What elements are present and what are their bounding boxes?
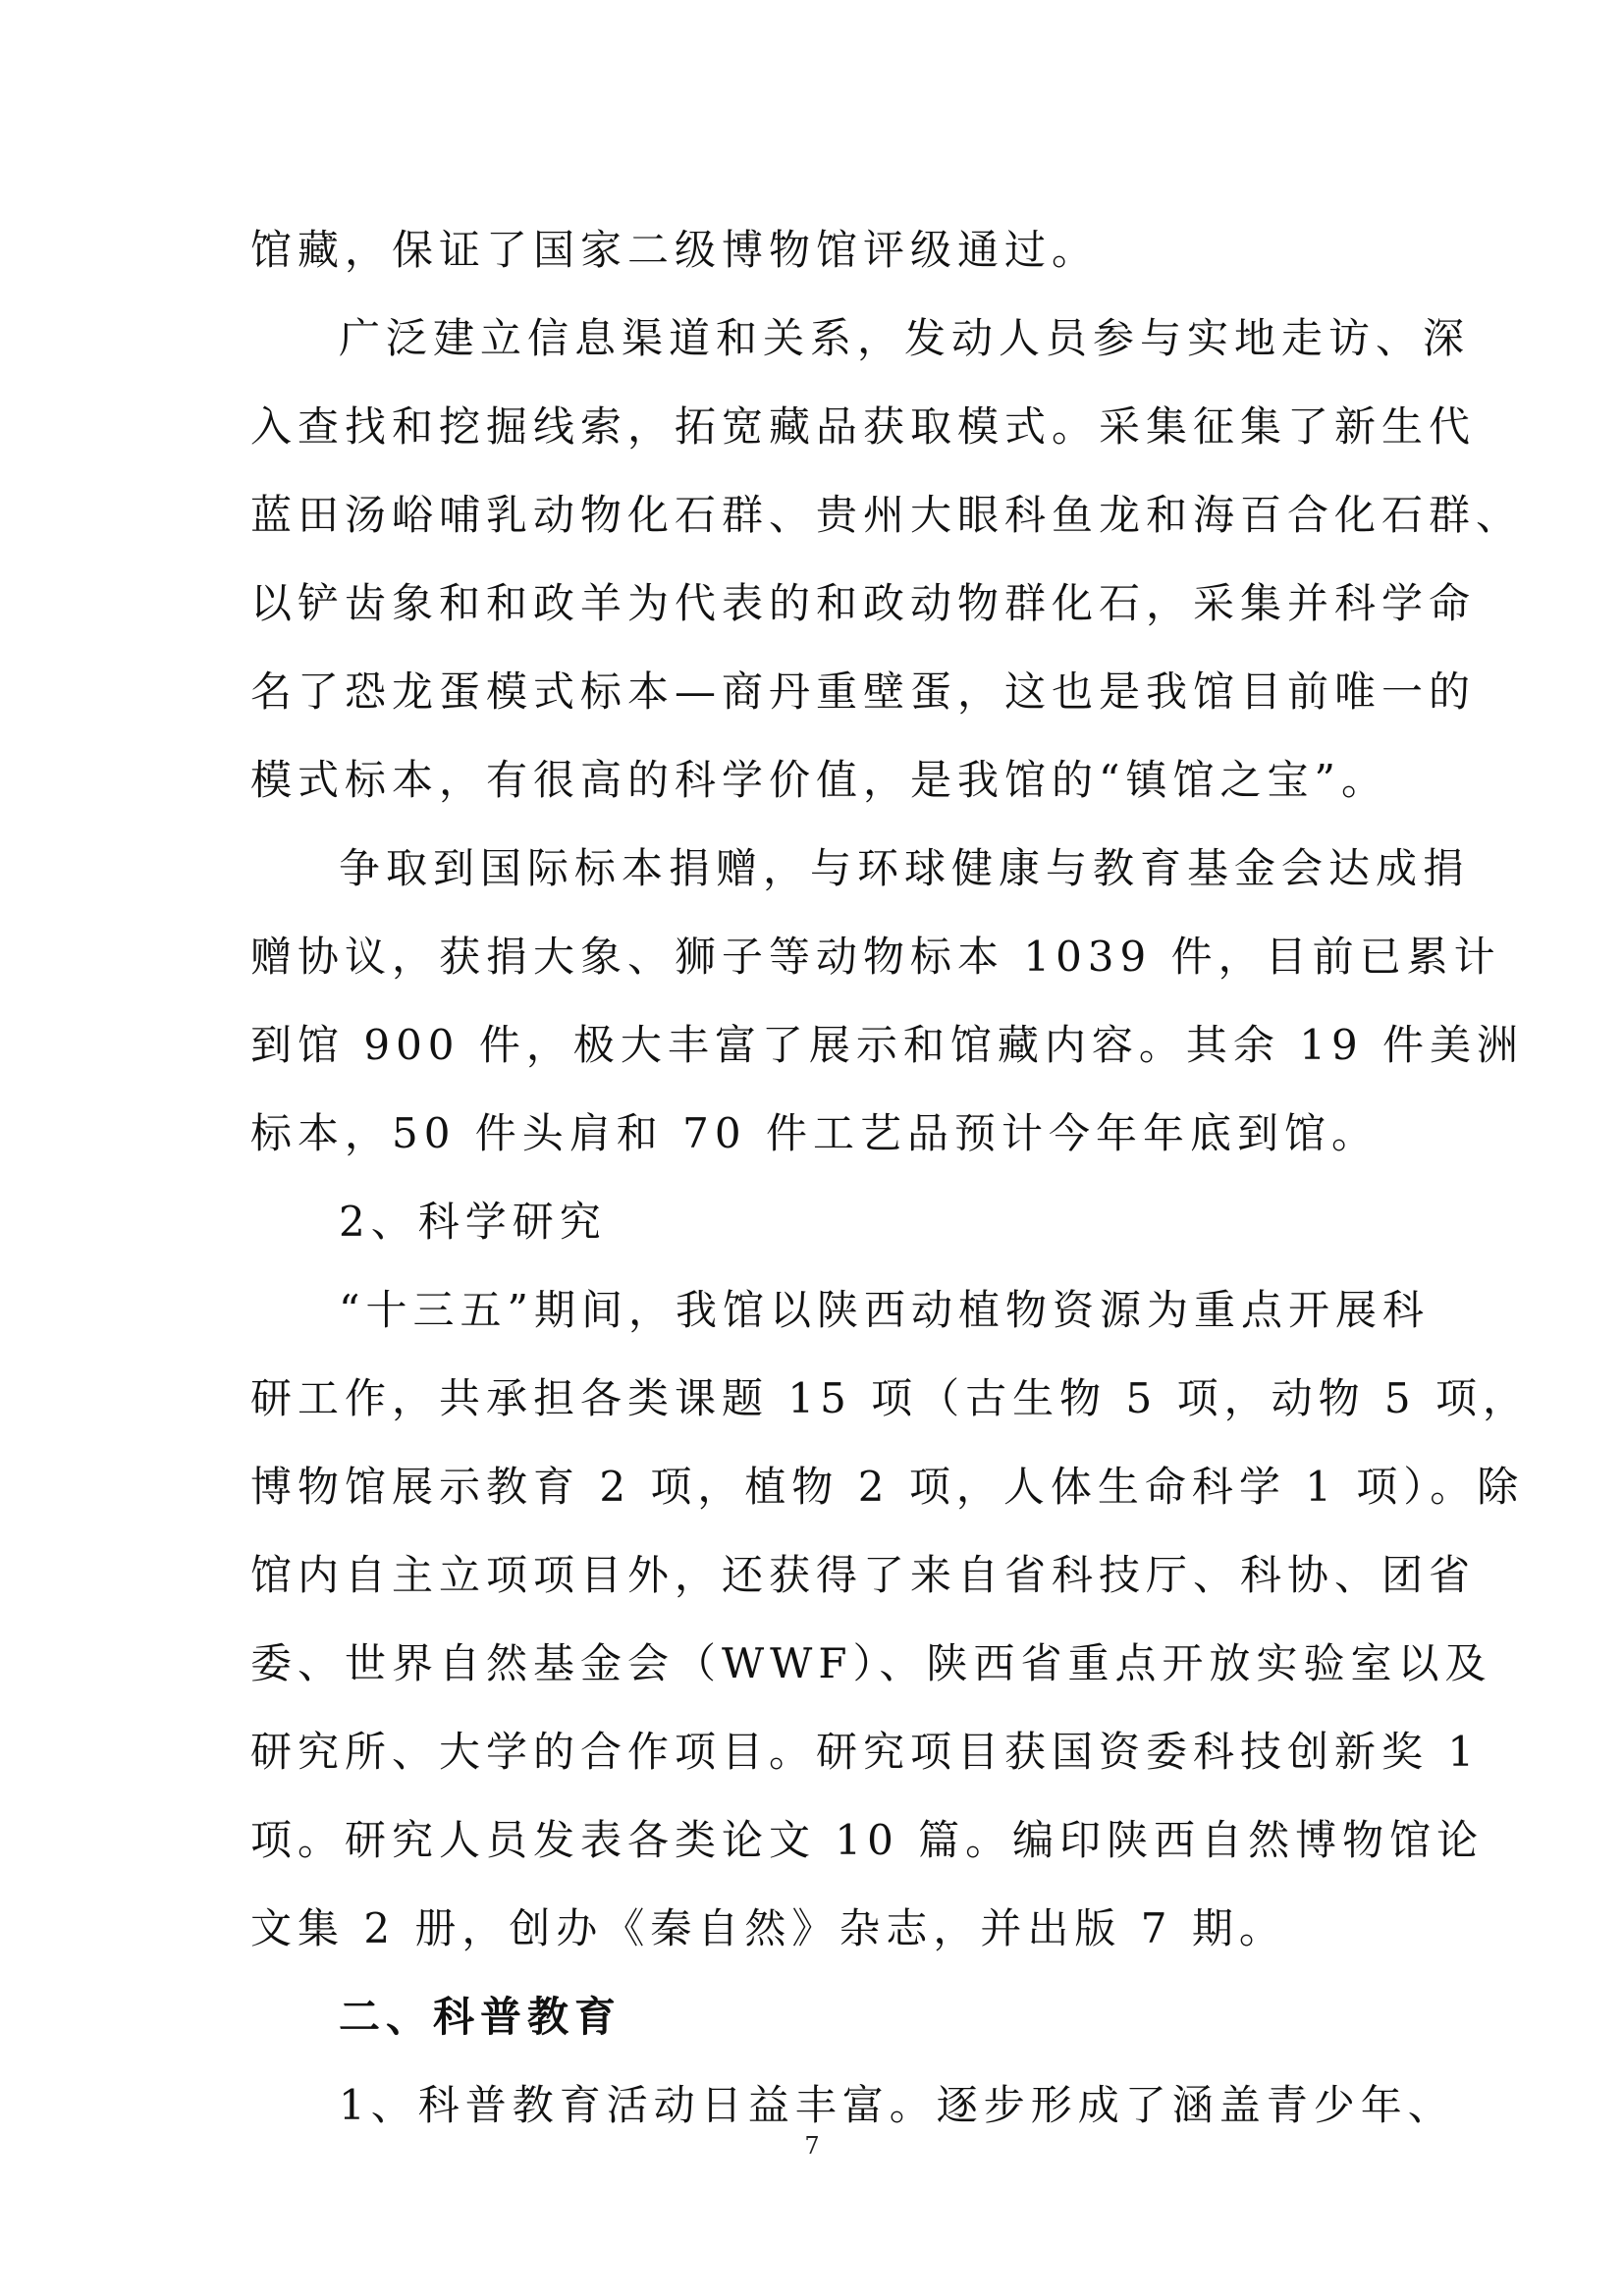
- section-heading: 2、科学研究: [339, 1198, 607, 1246]
- text-line: 赠协议，获捐大象、狮子等动物标本 1039 件，目前已累计: [250, 933, 1501, 981]
- page-number: 7: [804, 2132, 820, 2160]
- text-line: 委、世界自然基金会（WWF）、陕西省重点开放实验室以及: [250, 1639, 1492, 1687]
- text-line: 以铲齿象和和政羊为代表的和政动物群化石，采集并科学命: [250, 579, 1477, 627]
- text-line: 名了恐龙蛋模式标本—商丹重壁蛋，这也是我馆目前唯一的: [250, 667, 1477, 716]
- text-line: 入查找和挖掘线索，拓宽藏品获取模式。采集征集了新生代: [250, 402, 1477, 451]
- text-line: 到馆 900 件，极大丰富了展示和馆藏内容。其余 19 件美洲: [250, 1021, 1525, 1069]
- text-line: “十三五”期间，我馆以陕西动植物资源为重点开展科: [339, 1286, 1430, 1334]
- text-line: 馆藏，保证了国家二级博物馆评级通过。: [250, 226, 1100, 274]
- text-line: 标本，50 件头肩和 70 件工艺品预计今年年底到馆。: [250, 1109, 1379, 1157]
- text-line: 广泛建立信息渠道和关系，发动人员参与实地走访、深: [339, 314, 1471, 362]
- body-text: [250, 206, 1530, 2150]
- text-line: 蓝田汤峪哺乳动物化石群、贵州大眼科鱼龙和海百合化石群、: [250, 491, 1524, 539]
- text-line: 研工作，共承担各类课题 15 项（古生物 5 项，动物 5 项，: [250, 1374, 1530, 1422]
- text-line: 文集 2 册，创办《秦自然》杂志，并出版 7 期。: [250, 1904, 1286, 1952]
- text-line: 馆内自主立项项目外，还获得了来自省科技厅、科协、团省: [250, 1551, 1477, 1599]
- text-line: 项。研究人员发表各类论文 10 篇。编印陕西自然博物馆论: [250, 1816, 1485, 1864]
- chapter-heading: 二、科普教育: [339, 1993, 623, 2041]
- text-line: 模式标本，有很高的科学价值，是我馆的“镇馆之宝”。: [250, 756, 1388, 804]
- text-line: 争取到国际标本捐赠，与环球健康与教育基金会达成捐: [339, 844, 1471, 892]
- text-line: 研究所、大学的合作项目。研究项目获国资委科技创新奖 1: [250, 1728, 1481, 1776]
- text-line: 1、科普教育活动日益丰富。逐步形成了涵盖青少年、: [339, 2081, 1455, 2129]
- text-line: 博物馆展示教育 2 项，植物 2 项，人体生命科学 1 项）。除: [250, 1463, 1525, 1511]
